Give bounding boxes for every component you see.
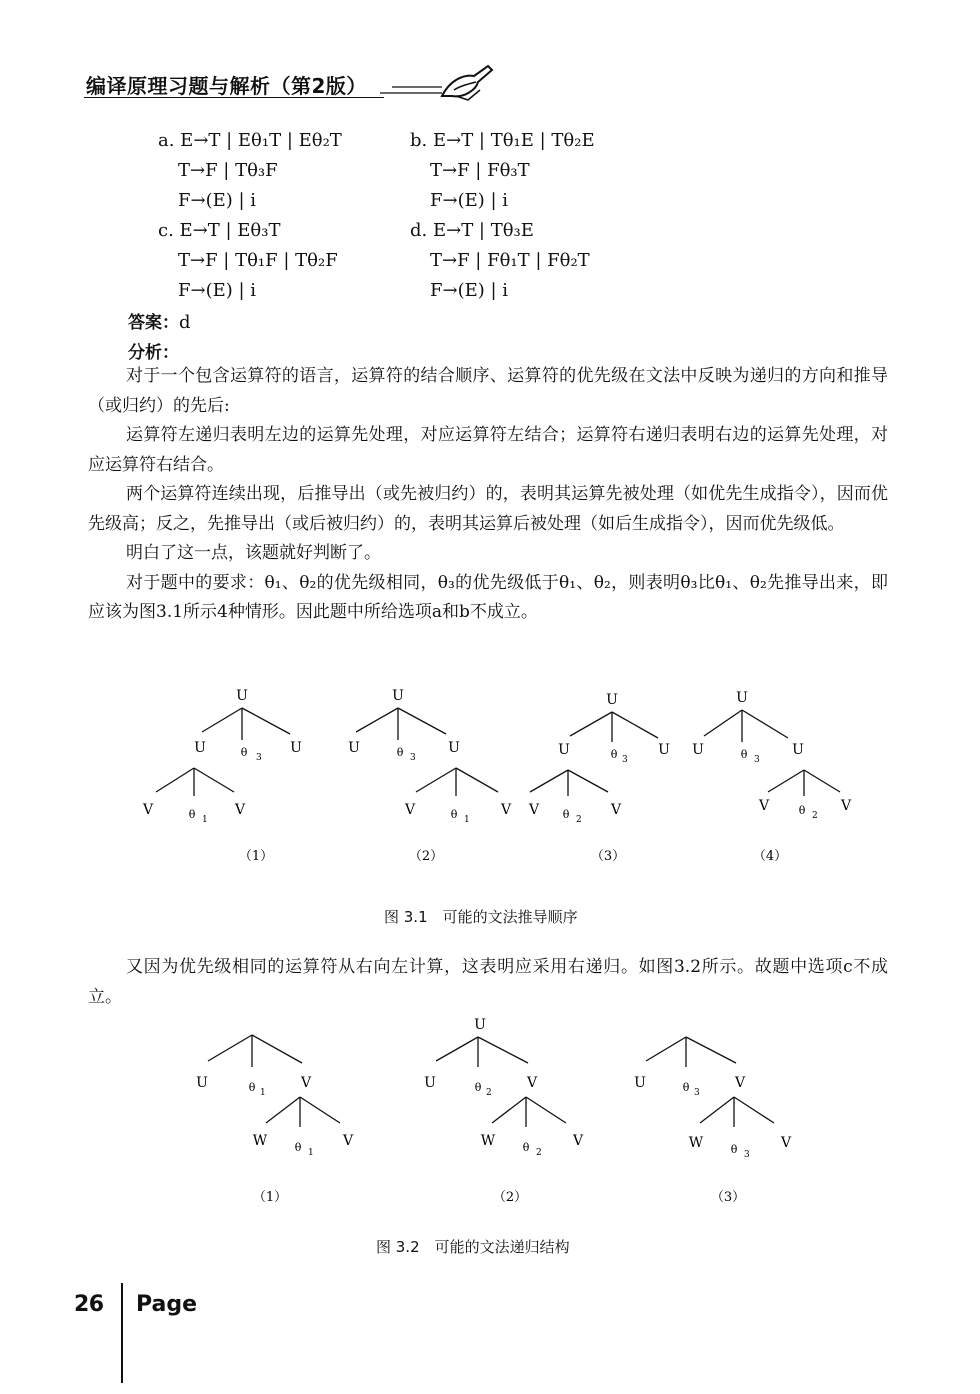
tree-node: V xyxy=(234,802,246,818)
page-word: Page xyxy=(136,1292,198,1317)
tree-node: θ xyxy=(522,1141,530,1154)
tree-node: V xyxy=(840,798,852,814)
tree-subscript: 1 xyxy=(202,815,208,825)
body-paragraph xyxy=(88,953,888,1012)
tree-node: θ xyxy=(396,746,404,759)
figure-3-1 xyxy=(120,680,880,870)
fig1-tree-1 xyxy=(142,688,302,864)
tree-subscript: 2 xyxy=(536,1148,542,1158)
tree-label: （2） xyxy=(492,1190,528,1205)
grammar-line: a. E→T | Eθ₁T | Eθ₂T xyxy=(158,130,342,151)
analysis-paragraph: 两个运算符连续出现，后推导出（或先被归约）的，表明其运算先被处理（如优先生成指令），因而优先级高；反之，先推导出（或后被归约）的，表明其运算后被处理（如后生成指令），因而优先级低。 xyxy=(88,484,888,534)
tree-label: （4） xyxy=(752,849,788,864)
tree-node: W xyxy=(252,1133,268,1149)
pen-hand-icon xyxy=(372,60,502,105)
tree-subscript: 3 xyxy=(256,753,262,763)
tree-node: U xyxy=(194,740,206,756)
grammar-option-b xyxy=(410,126,595,216)
tree-node: V xyxy=(528,802,540,818)
tree-node: θ xyxy=(188,808,196,821)
tree-label: （1） xyxy=(238,849,274,864)
tree-subscript: 3 xyxy=(410,753,416,763)
fig1-tree-3 xyxy=(528,692,670,864)
tree-node: U xyxy=(236,688,248,704)
tree-node: θ xyxy=(730,1143,738,1156)
tree-node: V xyxy=(780,1135,792,1151)
tree-subscript: 2 xyxy=(812,811,818,821)
header-rule xyxy=(84,97,384,98)
tree-node: U xyxy=(392,688,404,704)
grammar-option-d xyxy=(410,216,590,306)
page-number: 26 xyxy=(74,1292,104,1317)
grammar-option-a xyxy=(158,126,342,216)
tree-node: V xyxy=(500,802,512,818)
tree-node: V xyxy=(342,1133,354,1149)
tree-subscript: 1 xyxy=(464,815,470,825)
tree-node: θ xyxy=(682,1081,690,1094)
tree-subscript: 3 xyxy=(744,1150,750,1160)
tree-node: U xyxy=(424,1075,436,1091)
tree-node: U xyxy=(196,1075,208,1091)
tree-node: U xyxy=(792,742,804,758)
tree-node: U xyxy=(558,742,570,758)
tree-node: V xyxy=(300,1075,312,1091)
tree-node: W xyxy=(688,1135,704,1151)
running-header: 编译原理习题与解析（第2版） xyxy=(86,74,367,98)
analysis-paragraph: 明白了这一点，该题就好判断了。 xyxy=(126,543,381,563)
tree-node: V xyxy=(758,798,770,814)
tree-subscript: 3 xyxy=(754,755,760,765)
analysis-paragraph: 对于题中的要求：θ₁、θ₂的优先级相同，θ₃的优先级低于θ₁、θ₂，则表明θ₃比θ₁、θ₂先推导出来，即应该为图3.1所示4种情形。因此题中所给选项a和b不成立。 xyxy=(88,572,888,622)
tree-subscript: 1 xyxy=(260,1088,266,1098)
tree-node: U xyxy=(736,690,748,706)
grammar-line: T→F | Fθ₁T | Fθ₂T xyxy=(430,250,590,271)
analysis-label: 分析： xyxy=(128,343,179,363)
tree-label: （3） xyxy=(590,849,626,864)
body-text: 又因为优先级相同的运算符从右向左计算，这表明应采用右递归。如图3.2所示。故题中选项c不成立。 xyxy=(88,957,888,1007)
grammar-line: F→(E) | i xyxy=(178,190,257,211)
grammar-line: T→F | Fθ₃T xyxy=(430,160,530,181)
grammar-option-c xyxy=(158,216,338,306)
figure-caption: 图 3.2 可能的文法递归结构 xyxy=(376,1238,570,1256)
tree-node: U xyxy=(348,740,360,756)
tree-node: U xyxy=(634,1075,646,1091)
tree-node: θ xyxy=(240,746,248,759)
tree-node: U xyxy=(474,1017,486,1033)
tree-label: （1） xyxy=(252,1190,288,1205)
tree-label: （2） xyxy=(408,849,444,864)
tree-node: V xyxy=(142,802,154,818)
tree-label: （3） xyxy=(710,1190,746,1205)
tree-node: θ xyxy=(740,748,748,761)
analysis-body xyxy=(88,362,888,628)
tree-node: θ xyxy=(474,1081,482,1094)
tree-node: U xyxy=(692,742,704,758)
tree-subscript: 1 xyxy=(308,1148,314,1158)
tree-node: θ xyxy=(798,804,806,817)
tree-node: U xyxy=(606,692,618,708)
tree-node: U xyxy=(658,742,670,758)
grammar-line: d. E→T | Tθ₃E xyxy=(410,220,534,241)
tree-node: W xyxy=(480,1133,496,1149)
fig2-tree-1 xyxy=(196,1035,354,1205)
fig2-tree-3 xyxy=(634,1037,792,1205)
figure-3-2 xyxy=(180,1015,820,1215)
tree-node: U xyxy=(448,740,460,756)
tree-node: V xyxy=(610,802,622,818)
tree-node: U xyxy=(290,740,302,756)
grammar-line: T→F | Tθ₃F xyxy=(178,160,278,181)
tree-node: θ xyxy=(610,748,618,761)
answer-line xyxy=(128,308,191,333)
answer-label: 答案： xyxy=(128,313,179,333)
tree-subscript: 2 xyxy=(576,815,582,825)
grammar-line: T→F | Tθ₁F | Tθ₂F xyxy=(178,250,338,271)
tree-node: V xyxy=(526,1075,538,1091)
answer-value: d xyxy=(179,312,191,333)
tree-subscript: 3 xyxy=(694,1088,700,1098)
grammar-line: b. E→T | Tθ₁E | Tθ₂E xyxy=(410,130,595,151)
footer-divider xyxy=(121,1283,123,1383)
tree-subscript: 3 xyxy=(622,755,628,765)
grammar-line: c. E→T | Eθ₃T xyxy=(158,220,281,241)
tree-node: V xyxy=(734,1075,746,1091)
tree-node: V xyxy=(404,802,416,818)
grammar-line: F→(E) | i xyxy=(178,280,257,301)
fig2-tree-2 xyxy=(424,1017,584,1205)
tree-node: V xyxy=(572,1133,584,1149)
analysis-paragraph: 运算符左递归表明左边的运算先处理，对应运算符左结合；运算符右递归表明右边的运算先处理，对应运算符右结合。 xyxy=(88,425,888,475)
figure-caption: 图 3.1 可能的文法推导顺序 xyxy=(384,908,578,926)
fig1-tree-4 xyxy=(692,690,852,864)
tree-node: θ xyxy=(294,1141,302,1154)
tree-node: θ xyxy=(562,808,570,821)
analysis-paragraph: 对于一个包含运算符的语言，运算符的结合顺序、运算符的优先级在文法中反映为递归的方向和推导（或归约）的先后: xyxy=(88,366,888,416)
grammar-line: F→(E) | i xyxy=(430,190,509,211)
tree-node: θ xyxy=(450,808,458,821)
tree-subscript: 2 xyxy=(486,1088,492,1098)
fig1-tree-2 xyxy=(348,688,512,864)
tree-node: θ xyxy=(248,1081,256,1094)
grammar-line: F→(E) | i xyxy=(430,280,509,301)
